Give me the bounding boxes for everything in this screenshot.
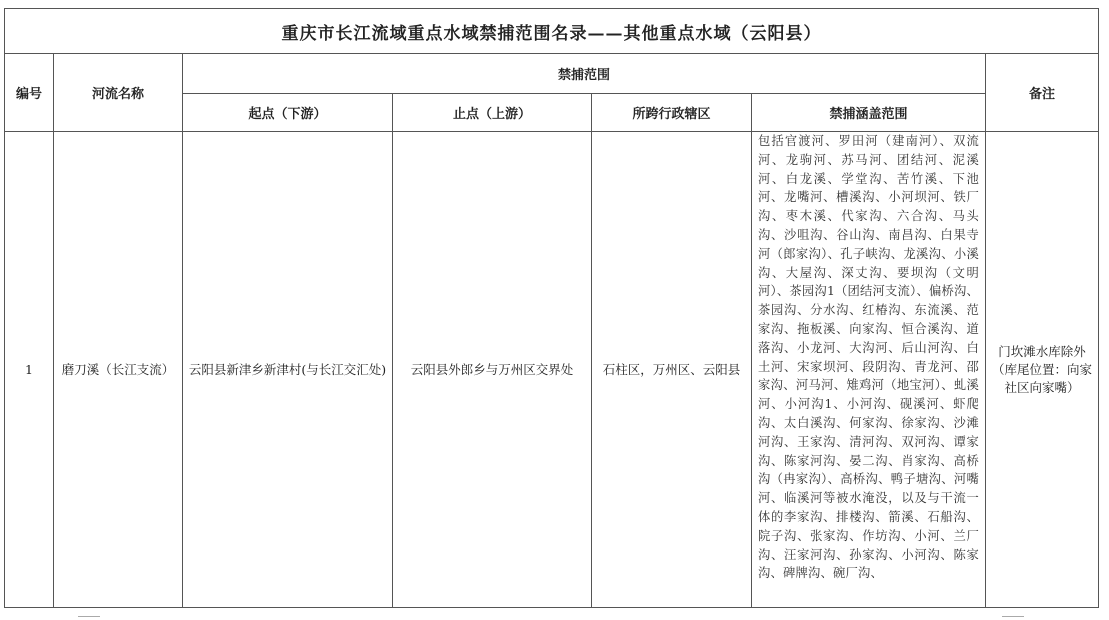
cell-start-point: 云阳县新津乡新津村(与长江交汇处): [183, 132, 393, 608]
ban-scope-table: [4, 8, 1099, 608]
page-edge-mark: [1002, 616, 1024, 617]
cell-districts: 石柱区，万州区、云阳县: [592, 132, 752, 608]
page-edge-mark: [78, 616, 100, 617]
cell-river-name: 磨刀溪（长江支流）: [54, 132, 183, 608]
header-coverage: 禁捕涵盖范围: [752, 94, 986, 132]
coverage-text: 包括官渡河、罗田河（建南河）、双流河、龙驹河、苏马河、团结河、泥溪河、白龙溪、学堂沟、苦竹溪、下池河、龙嘴河、槽溪沟、小河坝河、铁厂沟、枣木溪、代家沟、六合沟、马头沟、沙咀沟、谷山沟、南昌沟、白果寺河（郎家沟）、孔子峡沟、龙溪沟、小溪沟、大屋沟、深丈沟、要坝沟（文明河）、茶园沟1（团结河支流）、偏桥沟、茶园沟、分水沟、红椿沟、东流溪、范家沟、拖板溪、向家沟、恒合溪沟、道落沟、小龙河、大沟河、后山河沟、白土河、宋家坝河、段阴沟、青龙河、邵家沟、河马河、雉鸡河（地宝河）、虬溪河、小河沟1、小河沟、砚溪河、虾爬沟、太白溪沟、何家沟、徐家沟、沙滩河沟、王家沟、清河沟、双河沟、谭家沟、陈家河沟、晏二沟、肖家沟、高桥沟（冉家沟）、高桥沟、鸭子塘沟、河嘴河、临溪河等被水淹没，以及与干流一体的李家沟、排楼沟、箭溪、石船沟、院子沟、张家沟、作坊沟、小河、兰厂沟、汪家河沟、孙家沟、小河沟、陈家沟、碑牌沟、碗厂沟、: [758, 134, 979, 581]
cell-end-point: 云阳县外郎乡与万州区交界处: [393, 132, 592, 608]
header-number: 编号: [5, 54, 54, 132]
header-ban-scope: 禁捕范围: [183, 54, 986, 94]
header-end-point: 止点（上游）: [393, 94, 592, 132]
header-start-point: 起点（下游）: [183, 94, 393, 132]
header-districts: 所跨行政辖区: [592, 94, 752, 132]
cell-coverage: [752, 132, 986, 608]
header-river-name: 河流名称: [54, 54, 183, 132]
header-remarks: 备注: [986, 54, 1099, 132]
cell-number: 1: [5, 132, 54, 608]
table-row: [5, 132, 1099, 608]
document-title: 重庆市长江流域重点水域禁捕范围名录——其他重点水域（云阳县）: [5, 9, 1099, 54]
cell-remarks: 门坎滩水库除外（库尾位置：向家社区向家嘴）: [986, 132, 1099, 608]
